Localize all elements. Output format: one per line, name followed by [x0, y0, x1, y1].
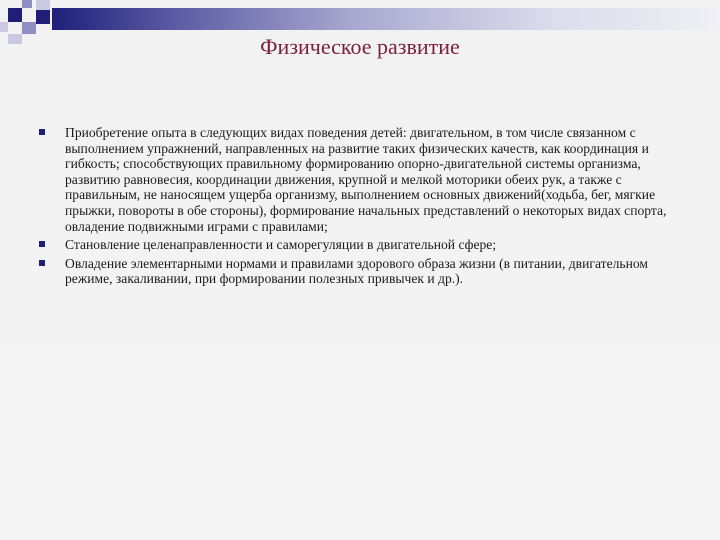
bullet-text: Приобретение опыта в следующих видах поведения детей: двигательном, в том числе связанном с выполнением упражнений, направленных на развитие таких физических качеств, как координация и гибкость; способствующих правильному формированию опорно-двигательной системы организма, развитию равновесия, координации движения, крупной и мелкой моторики обеих рук, а также с правильным, не наносящем ущерба организму, выполнением основных движений(ходьба, бег, мягкие прыжки, повороты в обе стороны), формирование начальных представлений о некоторых видах спорта, овладение подвижными играми с правилами;	[65, 125, 667, 234]
list-item	[38, 125, 678, 234]
slide-title: Физическое развитие	[260, 34, 460, 59]
decor-square	[22, 22, 36, 34]
square-bullet-icon	[39, 241, 45, 247]
square-bullet-icon	[39, 129, 45, 135]
square-bullet-icon	[39, 260, 45, 266]
bullet-text: Овладение элементарными нормами и правилами здорового образа жизни (в питании, двигательном режиме, закаливании, при формировании полезных привычек и др.).	[65, 255, 648, 287]
decor-square	[0, 22, 8, 32]
list-item	[38, 256, 678, 287]
decor-square	[36, 0, 50, 10]
decor-square	[36, 10, 50, 24]
list-item	[38, 237, 678, 253]
bullet-list	[38, 125, 678, 290]
decor-square	[8, 8, 22, 22]
bullet-text: Становление целенаправленности и саморегуляции в двигательной сфере;	[65, 237, 497, 253]
decor-square	[22, 0, 32, 8]
header-gradient-bar	[52, 8, 720, 30]
